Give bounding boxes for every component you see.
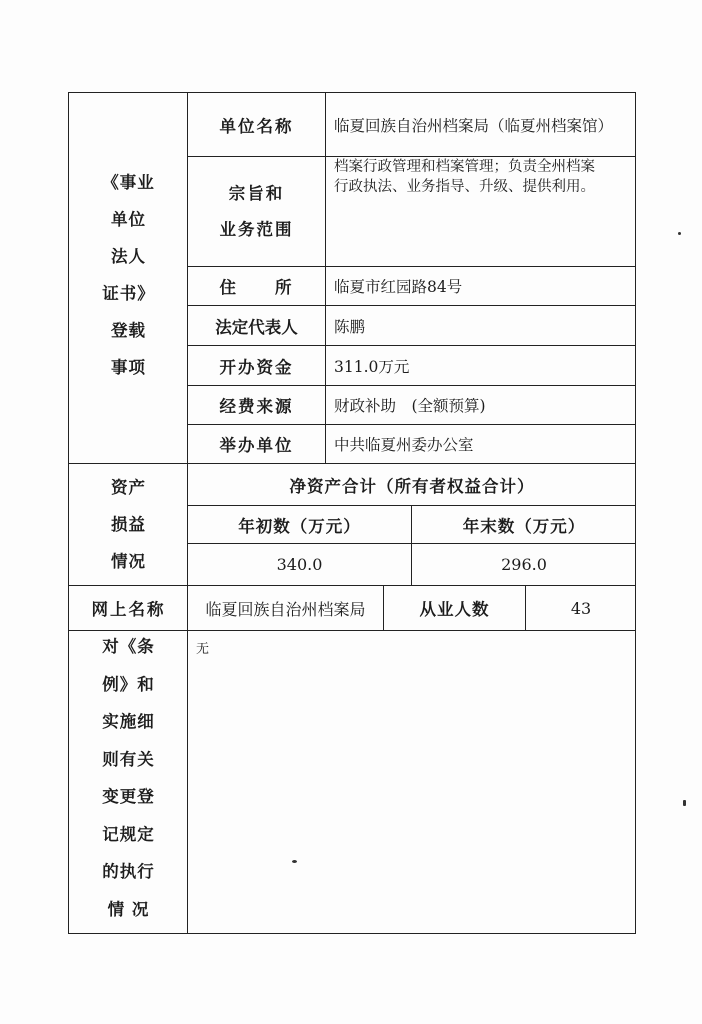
section-label-line: 事项	[111, 358, 146, 377]
section-label-line: 《事业	[102, 173, 155, 192]
execution-label-line: 情 况	[107, 899, 150, 919]
execution-label-line: 变更登	[102, 787, 155, 806]
funding-source-value: 财政补助 (全额预算)	[334, 397, 486, 415]
assets-label-line: 资产	[111, 478, 146, 497]
scan-speck	[292, 860, 297, 863]
online-name-label: 网上名称	[91, 600, 166, 619]
execution-label-line: 例》和	[102, 674, 155, 694]
capital-value: 311.0万元	[334, 357, 410, 376]
purpose-scope-value	[326, 157, 636, 266]
legal-rep-value: 陈鹏	[334, 317, 366, 336]
capital-label: 开办资金	[219, 357, 294, 377]
purpose-scope-value-line: 档案行政管理和档案管理；负责全州档案	[334, 159, 595, 175]
unit-name-label: 单位名称	[219, 116, 294, 136]
purpose-scope-label-line: 业务范围	[219, 219, 294, 239]
execution-label-line: 对《条	[102, 637, 155, 656]
purpose-scope-value-line: 行政执法、业务指导、升级、提供利用。	[334, 179, 595, 195]
section-label-line: 登载	[111, 321, 146, 340]
unit-name-value: 临夏回族自治州档案局（临夏州档案馆）	[334, 116, 614, 135]
begin-year-header: 年初数（万元）	[238, 516, 361, 536]
assets-label-line: 情况	[111, 552, 146, 571]
assets-label-line: 损益	[111, 515, 146, 534]
net-assets-header: 净资产合计（所有者权益合计）	[289, 476, 535, 496]
address-value: 临夏市红园路84号	[334, 278, 463, 296]
purpose-scope-label-line: 宗旨和	[228, 183, 285, 203]
begin-year-value: 340.0	[276, 555, 323, 574]
funding-source-label: 经费来源	[219, 397, 294, 416]
section-label-line: 法人	[111, 247, 146, 266]
legal-rep-label: 法定代表人	[215, 317, 298, 337]
scan-speck	[678, 232, 681, 235]
sponsor-label: 举办单位	[219, 436, 294, 455]
execution-label-line: 记规定	[102, 824, 155, 844]
execution-label-line: 实施细	[102, 712, 155, 731]
online-name-value: 临夏回族自治州档案局	[205, 599, 366, 619]
sponsor-value: 中共临夏州委办公室	[334, 436, 474, 454]
staff-count-value: 43	[570, 598, 592, 618]
end-year-value: 296.0	[501, 555, 547, 574]
section-label-line: 证书》	[102, 284, 155, 303]
section-label	[70, 160, 187, 390]
execution-label	[70, 628, 187, 928]
execution-label-line: 则有关	[102, 749, 155, 769]
staff-count-label: 从业人数	[419, 600, 490, 619]
execution-value: 无	[196, 642, 210, 657]
section-label-line: 单位	[111, 210, 146, 229]
scan-speck	[683, 800, 686, 806]
assets-label	[70, 464, 187, 585]
execution-label-line: 的执行	[102, 862, 155, 881]
address-label: 住 所	[219, 278, 294, 297]
purpose-scope-label	[188, 157, 325, 266]
end-year-header: 年末数（万元）	[462, 516, 586, 536]
